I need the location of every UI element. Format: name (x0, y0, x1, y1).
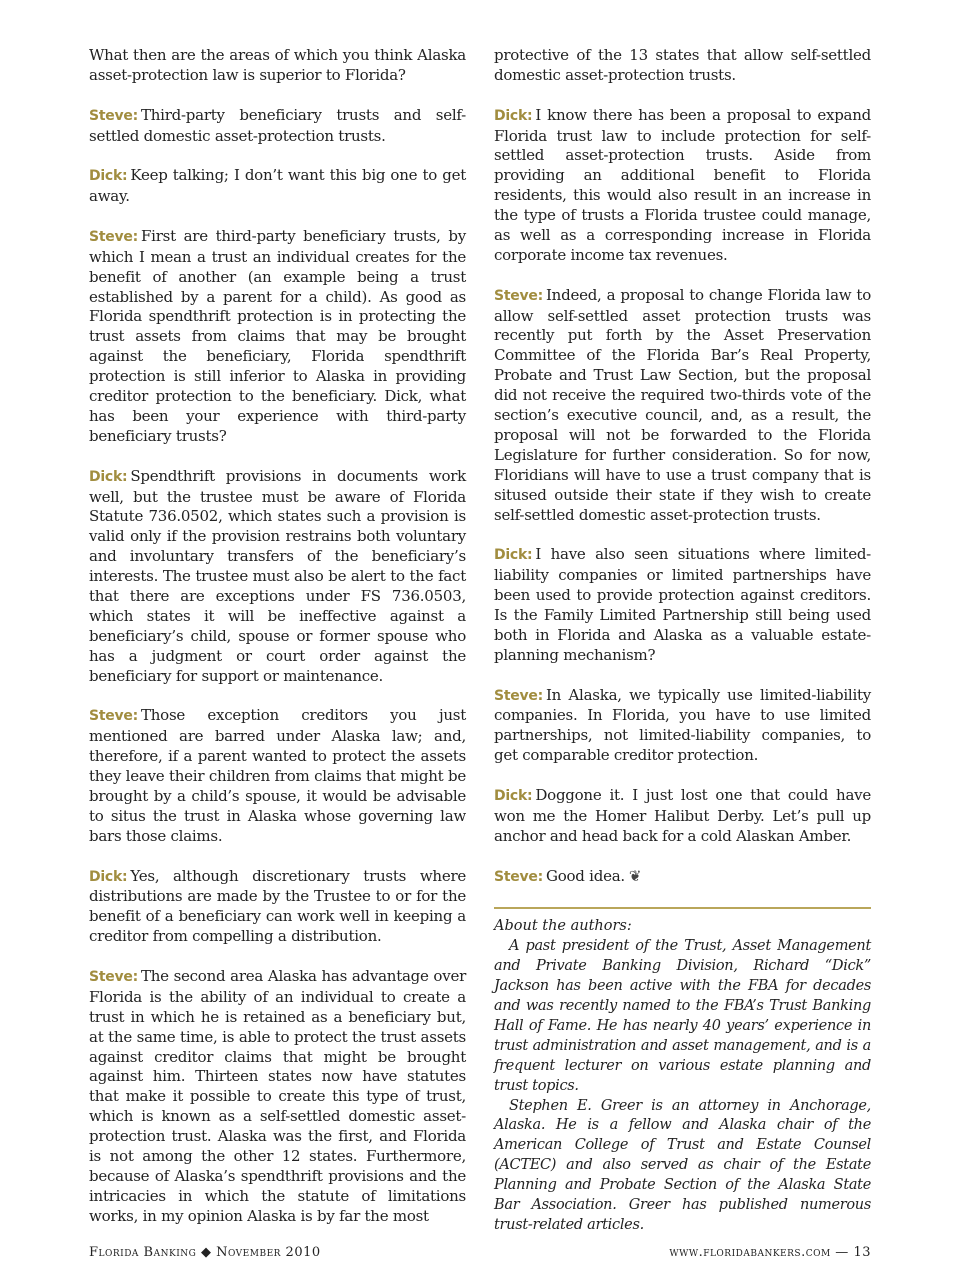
footer-url-page: www.floridabankers.com — 13 (669, 1245, 871, 1260)
about-authors-heading: About the authors: (494, 918, 632, 935)
answer-paragraph: Dick: I have also seen situations where limited-liability companies or limited partnerships have been used to provide protection against creditors. Is the Family Limited Partnership still being used both in Florida and Alaska as a valuable estate-planning mechanism? (494, 545, 871, 664)
footer-publication: Florida Banking ◆ November 2010 (89, 1245, 321, 1260)
left-column (89, 46, 466, 1227)
author-bio-greer: Stephen E. Greer is an attorney in Anchorage, Alaska. He is a fellow and Alaska chair of the American College of Trust and Estate Counsel (ACTEC) and also served as chair of the Estate Planning and Probate Section of the Alaska State Bar Association. Greer has published numerous trust-related articles. (494, 1097, 871, 1233)
speaker-label-dick: Dick: (89, 868, 128, 885)
answer-paragraph: Steve: Those exception creditors you just mentioned are barred under Alaska law; and, therefore, if a parent wanted to protect the assets they leave their children from claims that might be brought by a child’s spouse, it would be advisable to situs the trust in Alaska whose governing law bars those claims. (89, 706, 466, 845)
speaker-label-steve: Steve: (494, 687, 543, 704)
divider-rule (494, 907, 871, 909)
speaker-label-steve: Steve: (494, 287, 543, 304)
speaker-label-dick: Dick: (494, 547, 533, 564)
speaker-label-steve: Steve: (89, 968, 138, 985)
page-footer (89, 1245, 871, 1265)
answer-paragraph: Dick: Yes, although discretionary trusts where distributions are made by the Trustee to or for the benefit of a beneficiary can work well in keeping a creditor from compelling a distribution. (89, 866, 466, 946)
answer-paragraph: Dick: I know there has been a proposal to expand Florida trust law to include protection for self-settled asset-protection trusts. Aside from providing an additional benefit to Florida residents, this would also result in an increase in the type of trusts a Florida trustee could manage, as well as a corresponding increase in Florida corporate income tax revenues. (494, 105, 871, 264)
answer-paragraph: Dick: Spendthrift provisions in documents work well, but the trustee must be aware of Florida Statute 736.0502, which states such a provision is valid only if the provision restrains both voluntary and involuntary transfers of the beneficiary’s interests. The trustee must also be alert to the fact that there are exceptions under FS 736.0503, which states it will be ineffective against a beneficiary’s child, spouse or former spouse who has a judgment or court order against the beneficiary for support or maintenance. (89, 466, 466, 685)
answer-paragraph: Steve: In Alaska, we typically use limited-liability companies. In Florida, you have to use limited partnerships, not limited-liability companies, to get comparable creditor protection. (494, 685, 871, 765)
answer-paragraph: Steve: Good idea. ❦ (494, 866, 642, 885)
speaker-label-dick: Dick: (494, 787, 533, 804)
speaker-label-dick: Dick: (89, 168, 128, 185)
speaker-label-dick: Dick: (494, 107, 533, 124)
speaker-label-steve: Steve: (494, 868, 543, 885)
speaker-label-steve: Steve: (89, 708, 138, 725)
end-ornament-icon: ❦ (628, 866, 642, 885)
speaker-label-steve: Steve: (89, 228, 138, 245)
speaker-label-dick: Dick: (89, 468, 128, 485)
answer-paragraph: Dick: Keep talking; I don’t want this big one to get away. (89, 166, 466, 206)
answer-paragraph: Steve: The second area Alaska has advantage over Florida is the ability of an individual to create a trust in which he is retained as a beneficiary but, at the same time, is able to protect the trust assets against creditor claims that might be brought against him. Thirteen states now have statutes that make it possible to create this type of trust, which is known as a self-settled domestic asset-protection trust. Alaska was the first, and Florida is not among the other 12 states. Furthermore, because of Alaska’s spendthrift provisions and the intricacies in which the statute of limitations works, in my opinion Alaska is by far the most (89, 966, 466, 1225)
about-authors-box (494, 917, 871, 1236)
speaker-label-steve: Steve: (89, 107, 138, 124)
question-paragraph: What then are the areas of which you think Alaska asset-protection law is superior to Florida? (89, 46, 466, 84)
answer-paragraph: Steve: First are third-party beneficiary trusts, by which I mean a trust an individual creates for the benefit of another (an example being a trust established by a parent for a child). As good as Florida spendthrift protection is in protecting the trust assets from claims that may be brought against the beneficiary, Florida spendthrift protection is still inferior to Alaska in providing creditor protection to the beneficiary. Dick, what has been your experience with third-party beneficiary trusts? (89, 226, 466, 445)
answer-paragraph: Steve: Third-party beneficiary trusts and self-settled domestic asset-protection trusts. (89, 105, 466, 145)
continued-paragraph: protective of the 13 states that allow self-settled domestic asset-protection trusts. (494, 46, 871, 84)
answer-paragraph: Steve: Indeed, a proposal to change Florida law to allow self-settled asset protection trusts was recently put forth by the Asset Preservation Committee of the Florida Bar’s Real Property, Probate and Trust Law Section, but the proposal did not receive the required two-thirds vote of the section’s executive council, and, as a result, the proposal will not be forwarded to the Florida Legislature for further consideration. So for now, Floridians will have to use a trust company that is sitused outside their state if they wish to create self-settled domestic asset-protection trusts. (494, 285, 871, 524)
answer-paragraph: Dick: Doggone it. I just lost one that could have won me the Homer Halibut Derby. Let’s pull up anchor and head back for a cold Alaskan Amber. (494, 785, 871, 845)
author-bio-jackson: A past president of the Trust, Asset Management and Private Banking Division, Richard “Dick” Jackson has been active with the FBA for decades and was recently named to the FBA’s Trust Banking Hall of Fame. He has nearly 40 years’ experience in trust administration and asset management, and is a frequent lecturer on various estate planning and trust topics. (494, 938, 871, 1094)
right-column (494, 46, 871, 1236)
